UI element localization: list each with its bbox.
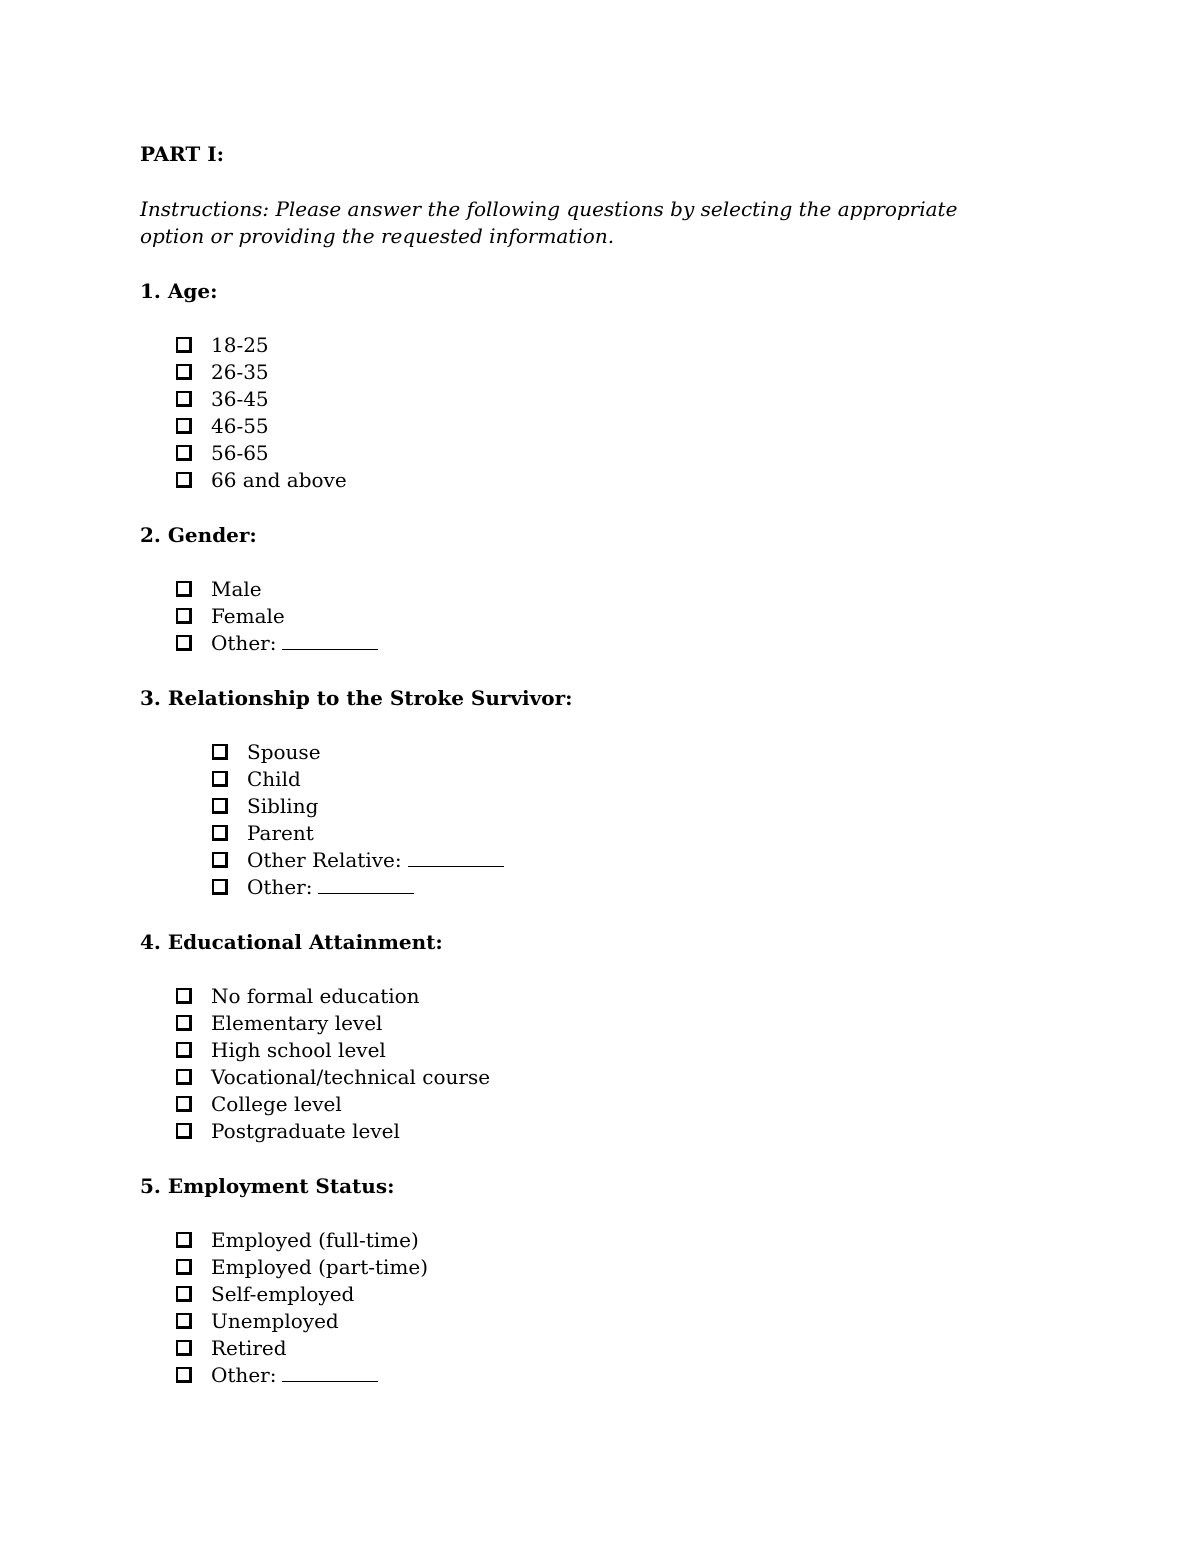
- checkbox-icon[interactable]: [176, 337, 192, 353]
- checkbox-icon[interactable]: [176, 364, 192, 380]
- checkbox-icon[interactable]: [176, 635, 192, 651]
- option-label: Spouse: [247, 740, 321, 764]
- option-label: Elementary level: [211, 1011, 383, 1035]
- option-label: No formal education: [211, 984, 420, 1008]
- checkbox-icon[interactable]: [176, 1123, 192, 1139]
- checkbox-icon[interactable]: [176, 581, 192, 597]
- checkbox-icon[interactable]: [176, 1096, 192, 1112]
- option-label: Sibling: [247, 794, 319, 818]
- checkbox-icon[interactable]: [212, 825, 228, 841]
- option-label: Other:: [211, 631, 277, 655]
- question-heading: 5. Employment Status:: [140, 1174, 395, 1198]
- option-list: [140, 739, 1040, 901]
- question-employment: [140, 1173, 1040, 1389]
- option-label: 26-35: [211, 360, 269, 384]
- checkbox-icon[interactable]: [176, 1313, 192, 1329]
- option-no-formal-education[interactable]: [176, 983, 1040, 1010]
- question-heading: 3. Relationship to the Stroke Survivor:: [140, 686, 573, 710]
- option-label: Employed (full-time): [211, 1228, 419, 1252]
- option-46-55[interactable]: [176, 413, 1040, 440]
- question-relationship: [140, 685, 1040, 901]
- option-label: College level: [211, 1092, 342, 1116]
- option-label: Parent: [247, 821, 314, 845]
- option-spouse[interactable]: [212, 739, 1040, 766]
- option-label: 18-25: [211, 333, 269, 357]
- option-label: Child: [247, 767, 301, 791]
- checkbox-icon[interactable]: [176, 472, 192, 488]
- option-label: 56-65: [211, 441, 269, 465]
- questionnaire-page: [140, 141, 1040, 1417]
- fill-in-blank[interactable]: [282, 1363, 378, 1382]
- checkbox-icon[interactable]: [176, 608, 192, 624]
- part-title: PART I:: [140, 142, 224, 166]
- option-66-above[interactable]: [176, 467, 1040, 494]
- checkbox-icon[interactable]: [176, 418, 192, 434]
- option-list: [140, 332, 1040, 494]
- option-label: High school level: [211, 1038, 386, 1062]
- option-18-25[interactable]: [176, 332, 1040, 359]
- option-female[interactable]: [176, 603, 1040, 630]
- option-parent[interactable]: [212, 820, 1040, 847]
- checkbox-icon[interactable]: [176, 1367, 192, 1383]
- checkbox-icon[interactable]: [176, 1259, 192, 1275]
- option-label: Retired: [211, 1336, 287, 1360]
- fill-in-blank[interactable]: [282, 631, 378, 650]
- option-high-school[interactable]: [176, 1037, 1040, 1064]
- fill-in-blank[interactable]: [408, 848, 504, 867]
- option-list: [140, 983, 1040, 1145]
- option-label: 36-45: [211, 387, 269, 411]
- option-label: Other:: [211, 1363, 277, 1387]
- option-label: Other:: [247, 875, 313, 899]
- option-child[interactable]: [212, 766, 1040, 793]
- checkbox-icon[interactable]: [212, 852, 228, 868]
- option-36-45[interactable]: [176, 386, 1040, 413]
- checkbox-icon[interactable]: [212, 879, 228, 895]
- checkbox-icon[interactable]: [176, 445, 192, 461]
- question-heading: 2. Gender:: [140, 523, 257, 547]
- option-unemployed[interactable]: [176, 1308, 1040, 1335]
- option-male[interactable]: [176, 576, 1040, 603]
- checkbox-icon[interactable]: [176, 1340, 192, 1356]
- question-gender: [140, 522, 1040, 657]
- checkbox-icon[interactable]: [176, 1232, 192, 1248]
- option-label: Male: [211, 577, 262, 601]
- option-label: Female: [211, 604, 285, 628]
- option-other-relative[interactable]: [212, 847, 1040, 874]
- option-label: Vocational/technical course: [211, 1065, 491, 1089]
- option-other[interactable]: [212, 874, 1040, 901]
- option-other[interactable]: [176, 630, 1040, 657]
- question-heading: 4. Educational Attainment:: [140, 930, 443, 954]
- checkbox-icon[interactable]: [212, 798, 228, 814]
- checkbox-icon[interactable]: [176, 1069, 192, 1085]
- question-education: [140, 929, 1040, 1145]
- option-vocational[interactable]: [176, 1064, 1040, 1091]
- fill-in-blank[interactable]: [318, 875, 414, 894]
- checkbox-icon[interactable]: [176, 1015, 192, 1031]
- checkbox-icon[interactable]: [176, 391, 192, 407]
- checkbox-icon[interactable]: [212, 771, 228, 787]
- option-label: 66 and above: [211, 468, 347, 492]
- question-age: [140, 278, 1040, 494]
- option-employed-full-time[interactable]: [176, 1227, 1040, 1254]
- instructions: Instructions: Please answer the following questions by selecting the appropriate option or providing the requested information.: [140, 197, 958, 248]
- option-self-employed[interactable]: [176, 1281, 1040, 1308]
- option-label: Self-employed: [211, 1282, 355, 1306]
- option-label: Postgraduate level: [211, 1119, 400, 1143]
- option-elementary[interactable]: [176, 1010, 1040, 1037]
- checkbox-icon[interactable]: [176, 1286, 192, 1302]
- option-label: 46-55: [211, 414, 269, 438]
- option-sibling[interactable]: [212, 793, 1040, 820]
- option-list: [140, 1227, 1040, 1389]
- checkbox-icon[interactable]: [176, 1042, 192, 1058]
- checkbox-icon[interactable]: [176, 988, 192, 1004]
- option-other[interactable]: [176, 1362, 1040, 1389]
- option-college[interactable]: [176, 1091, 1040, 1118]
- option-list: [140, 576, 1040, 657]
- option-56-65[interactable]: [176, 440, 1040, 467]
- option-label: Employed (part-time): [211, 1255, 429, 1279]
- option-label: Unemployed: [211, 1309, 339, 1333]
- option-retired[interactable]: [176, 1335, 1040, 1362]
- option-26-35[interactable]: [176, 359, 1040, 386]
- checkbox-icon[interactable]: [212, 744, 228, 760]
- question-heading: 1. Age:: [140, 279, 218, 303]
- option-postgraduate[interactable]: [176, 1118, 1040, 1145]
- option-employed-part-time[interactable]: [176, 1254, 1040, 1281]
- option-label: Other Relative:: [247, 848, 402, 872]
